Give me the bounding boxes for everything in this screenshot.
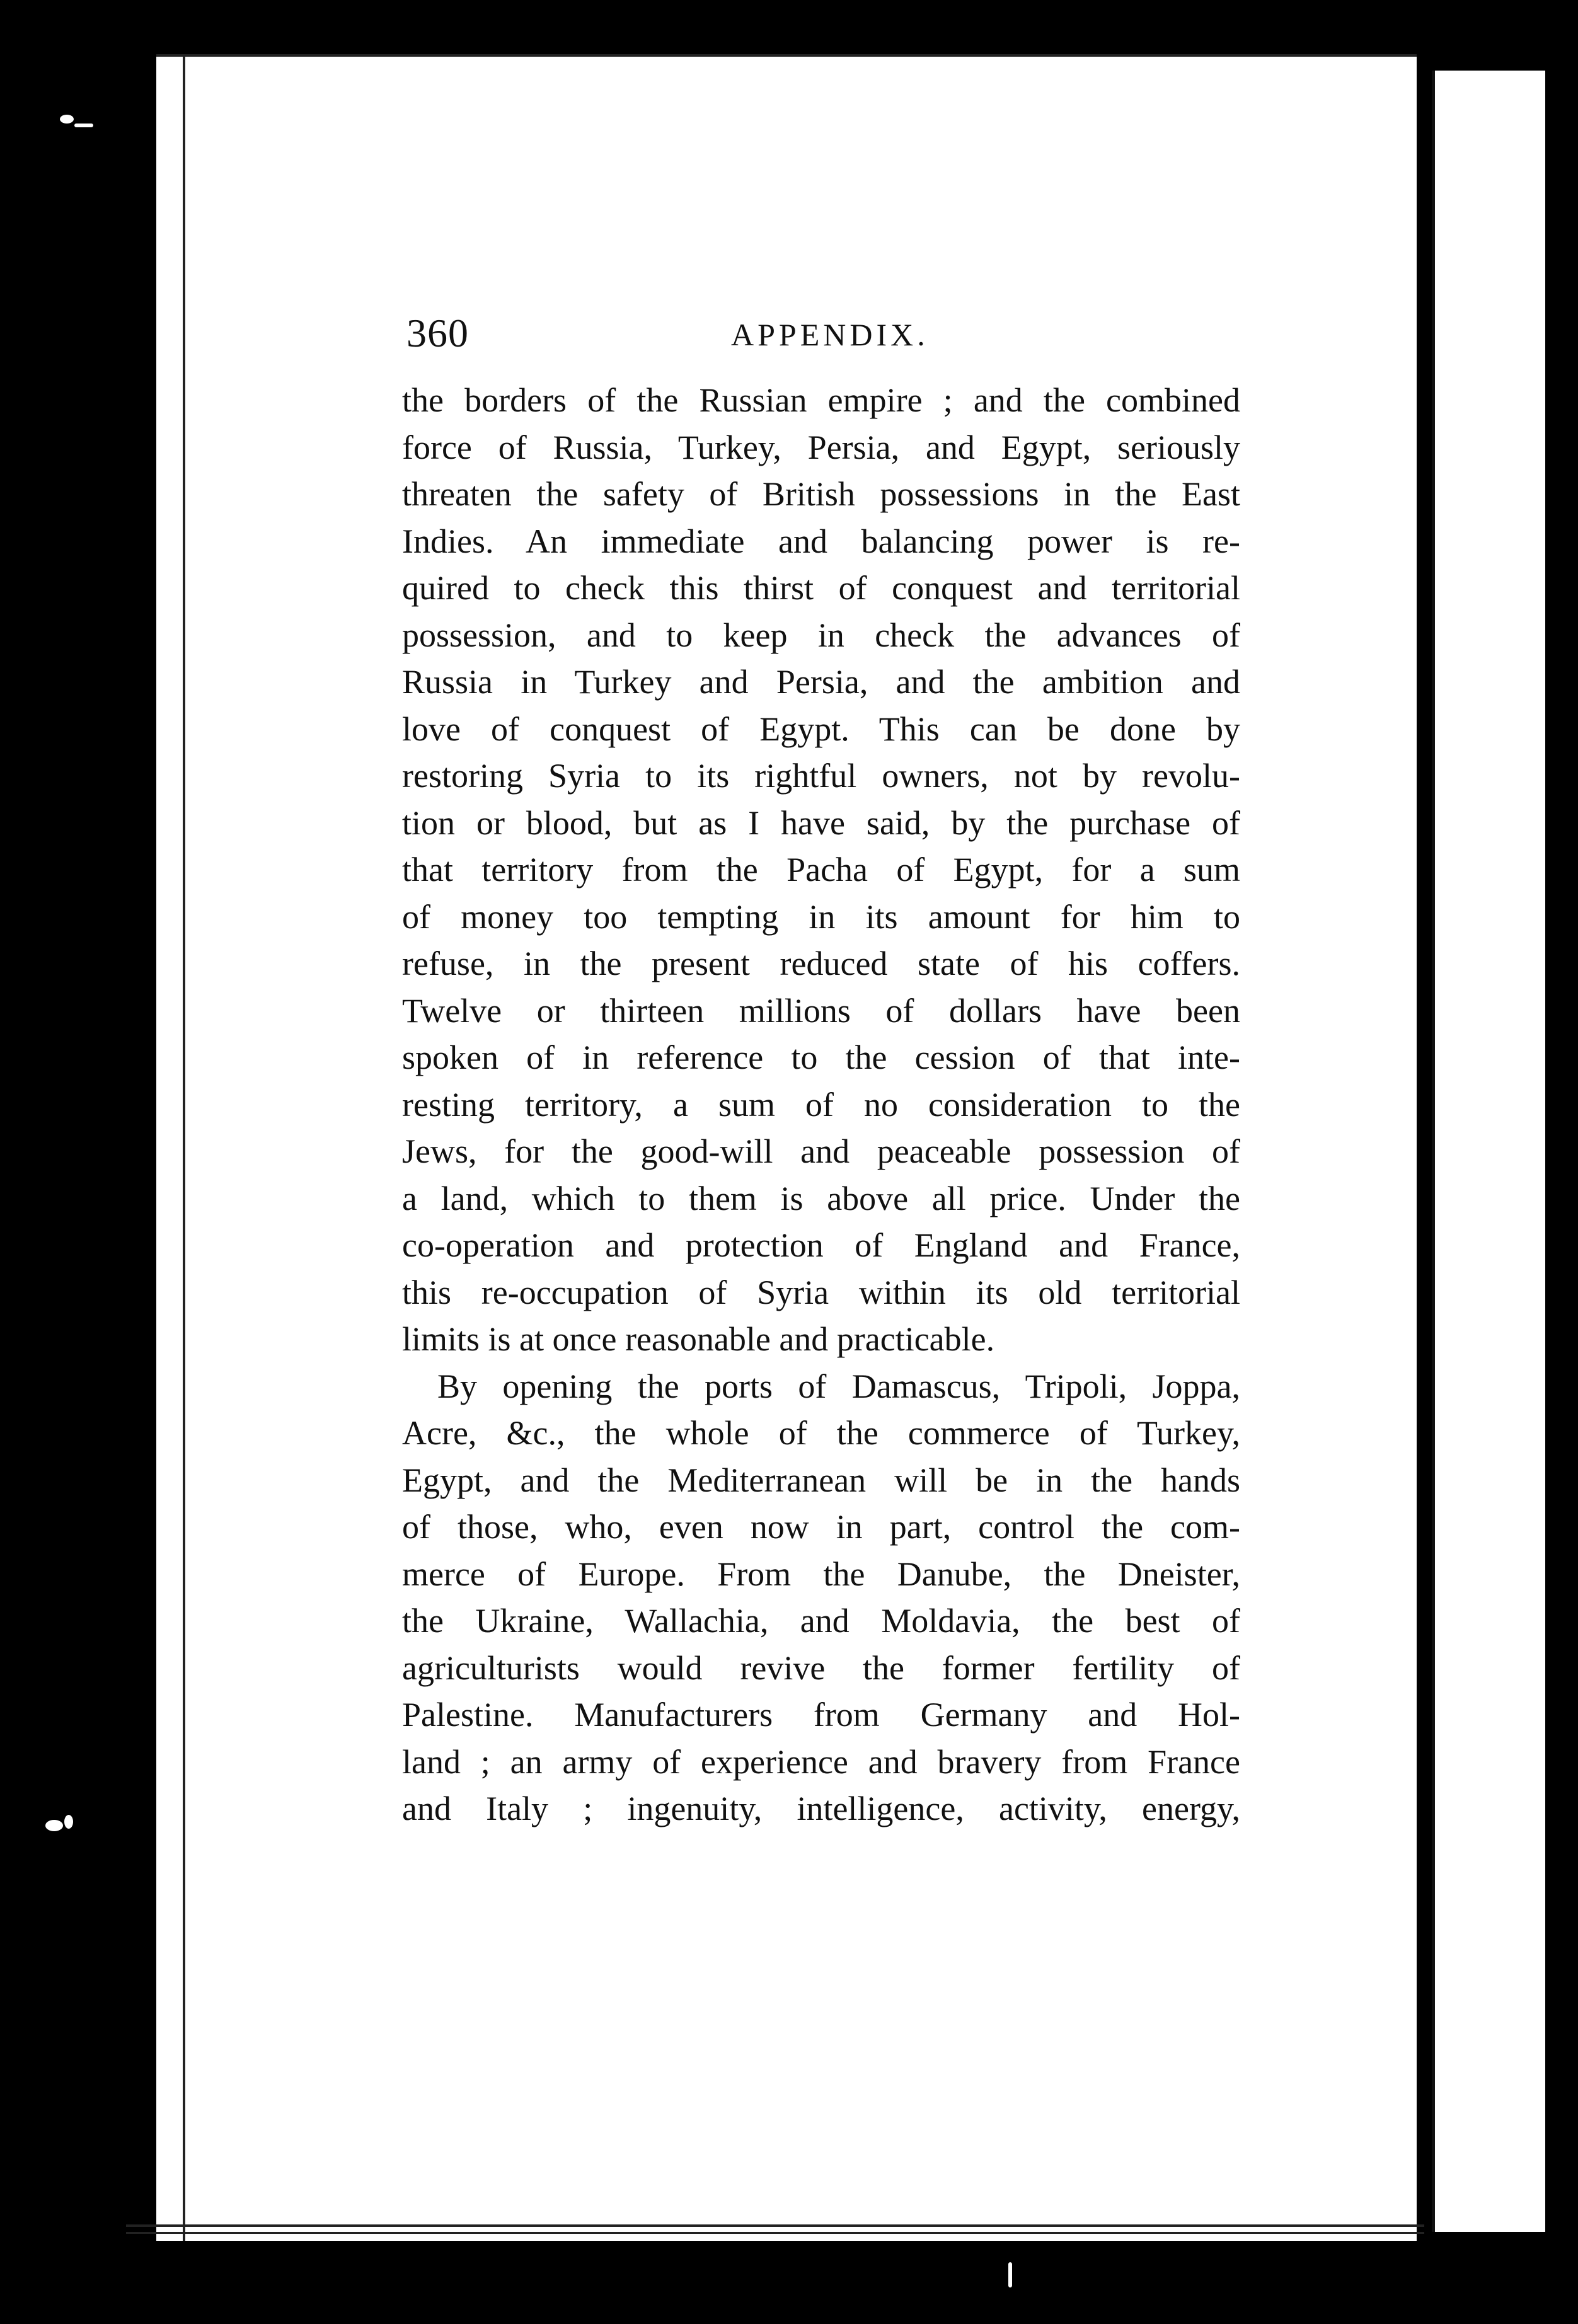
page-top-edge: [156, 54, 1417, 63]
adjacent-page-strip: [1432, 71, 1548, 2232]
text-line: possession, and to keep in check the advances of: [402, 616, 1240, 654]
text-line: co-operation and protection of England and France,: [402, 1226, 1240, 1264]
text-line: Acre, &c., the whole of the commerce of Turkey,: [402, 1414, 1240, 1452]
scan-speck: [1008, 2262, 1012, 2287]
text-line: Russia in Turkey and Persia, and the ambition and: [402, 663, 1240, 701]
text-line: spoken of in reference to the cession of that inte-: [402, 1038, 1240, 1076]
text-line: Twelve or thirteen millions of dollars have been: [402, 991, 1240, 1030]
text-line: tion or blood, but as I have said, by the purchase of: [402, 803, 1240, 842]
text-line: of those, who, even now in part, control the com-: [402, 1508, 1240, 1546]
body-text: [402, 377, 1240, 1832]
text-line: agriculturists would revive the former fertility of: [402, 1648, 1240, 1687]
text-line: the Ukraine, Wallachia, and Moldavia, the best of: [402, 1602, 1240, 1640]
page-left-edge: [156, 54, 185, 2241]
page-bottom-edge: [126, 2224, 1424, 2234]
text-line: this re-occupation of Syria within its old territorial: [402, 1273, 1240, 1311]
text-line: of money too tempting in its amount for him to: [402, 897, 1240, 936]
text-line: the borders of the Russian empire ; and the combined: [402, 381, 1240, 419]
text-line: that territory from the Pacha of Egypt, for a sum: [402, 851, 1240, 889]
paragraph-last-line: limits is at once reasonable and practicable.: [402, 1320, 995, 1358]
scan-speck: [74, 124, 93, 127]
scan-speck: [45, 1820, 63, 1831]
text-line: force of Russia, Turkey, Persia, and Egypt, seriously: [402, 428, 1240, 466]
text-line: and Italy ; ingenuity, intelligence, activity, energy,: [402, 1790, 1240, 1827]
scan-speck: [64, 1815, 73, 1829]
text-line: quired to check this thirst of conquest and territorial: [402, 569, 1240, 607]
paragraph-first-line: By opening the ports of Damascus, Tripoli, Joppa,: [437, 1367, 1240, 1405]
text-line: Jews, for the good-will and peaceable possession of: [402, 1132, 1240, 1170]
text-line: Egypt, and the Mediterranean will be in the hands: [402, 1461, 1240, 1499]
text-line: love of conquest of Egypt. This can be done by: [402, 710, 1240, 748]
scan-right-margin: [1545, 0, 1578, 2324]
text-line: threaten the safety of British possessions in the East: [402, 475, 1240, 513]
text-line: merce of Europe. From the Danube, the Dneister,: [402, 1555, 1240, 1593]
text-line: restoring Syria to its rightful owners, not by revolu-: [402, 757, 1240, 795]
page-header: [406, 310, 1257, 360]
running-title: APPENDIX.: [731, 317, 929, 352]
text-line: Palestine. Manufacturers from Germany and Hol-: [402, 1696, 1240, 1734]
text-line: resting territory, a sum of no consideration to the: [402, 1085, 1240, 1124]
text-line: land ; an army of experience and bravery from France: [402, 1742, 1240, 1781]
page-number: 360: [406, 311, 469, 355]
text-line: a land, which to them is above all price. Under the: [402, 1179, 1240, 1217]
text-line: refuse, in the present reduced state of his coffers.: [402, 945, 1240, 982]
scan-speck: [60, 115, 74, 124]
text-line: Indies. An immediate and balancing power is re-: [402, 522, 1240, 560]
